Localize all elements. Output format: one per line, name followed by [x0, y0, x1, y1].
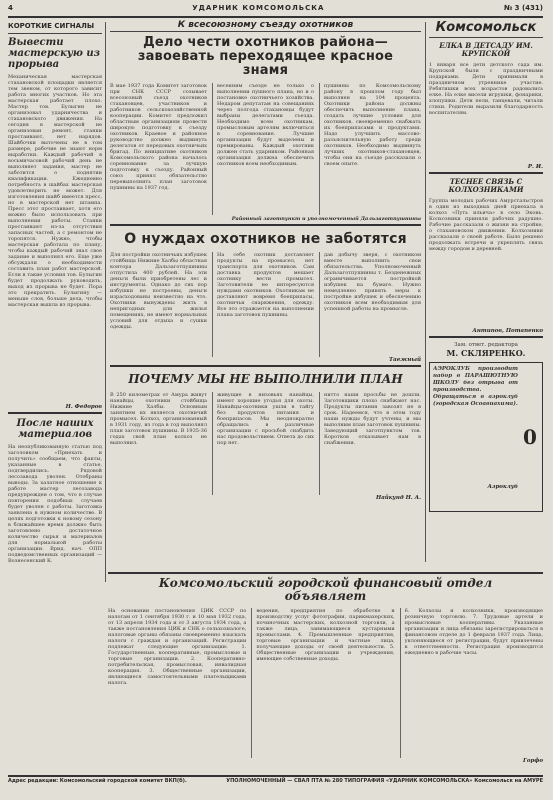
divider	[8, 412, 102, 414]
article-text: живущие в низовьях нанайцы, имеют хорошие угодья для охоты. Нанайцы-охотники ушли в тайгу без продуктов питания и боеприпасов. Мы неоднократно обращались в различные организации с просьбой снабдить нас продовольствием. Ответа до сих пор нет.	[212, 392, 314, 495]
footer-address: Адрес редакции: Комсомольский городской комитет ВКП(б).	[8, 778, 187, 784]
divider	[429, 336, 543, 338]
page-number: 4	[8, 4, 13, 12]
article-headline: ПОЧЕМУ МЫ НЕ ВЫПОЛНИЛИ ПЛАН	[128, 372, 403, 386]
divider	[110, 365, 421, 367]
article-signature: Районный заготпункт и уполномоченный Дальзаготпушнины	[231, 216, 421, 222]
divider	[429, 172, 543, 174]
article-signature: Н. Федоров	[65, 404, 102, 410]
ad-text: АЭРОКЛУБ производит набор в ПАРАШЮТНУЮ ШКОЛУ без отрыва от производства. Обращаться в аэроклуб (городская Осоавиахима).	[433, 366, 518, 407]
article-text: В мае 1937 года Комитет заготовок при СНК СССР созывает всесоюзный съезд охотников стахановцев, участников и работников сельскохозяйственной кооперации. Комитет предложил областным организациям провести широкую подготовку к съезду охотников. Краевое и районное руководство должно выдвинуть делегатов от передовых охотничьих бригад. По инициативе охотников Комсомольского района началось соревнование за лучшую подготовку к съезду. Районный союз принял обязательство перевыполнить план заготовок пушнины на 1937 год.	[110, 83, 207, 191]
article-text: дав добычу зверя, с охотником вместе выполнить свои обязательства. Уполномоченный Дальзаготпушнины т. Безденежных ограничивается постройкой избушек на бумаге. Нужно немедленно принять меры к постройке избушек и обеспечению охотников всем необходимым для успешной работы на промысле.	[319, 252, 421, 357]
short-signals-rubric: КОРОТКИЕ СИГНАЛЫ	[8, 22, 95, 30]
footer-imprint: УПОЛНОМОЧЕННЫЙ — СВАЛ ПТА № 280 ТИПОГРАФИЯ «УДАРНИК КОМСОМОЛЬСКА» Комсомольск на АМУРЕ	[226, 778, 543, 784]
divider	[8, 33, 102, 34]
announcement-text: 6. Колхозы и колхозники, производящие розничную торговлю. 7. Трудовые артели и промысловые кооперативы. Указанные организации и лица обязаны зарегистрироваться в финансовом отделе до 1 февраля 1937 года. Лица, уклоняющиеся от регистрации, будут привлечены к ответственности. Регистрация производится ежедневно в рабочие часы.	[400, 608, 543, 758]
editor-name: М. СКЛЯРЕНКО.	[446, 348, 526, 358]
article-text: весенним съезде не только о выполнении пушного плана, но и о постановке охотничьего хозяйства. Недаром депутатам на совещаниях через полгода стахановцы будут выбраны делегатами съезда. Необходимо всем охотникам, промысловым артелям включиться в соревнование. Лучшие организации будут выделены и премированы. Каждый охотник должен стать ударником. Районная организация должна обеспечить охотников всем необходимым.	[212, 83, 314, 215]
masthead	[8, 4, 543, 18]
left-column	[8, 20, 102, 600]
city-banner: Комсомольск	[429, 20, 543, 38]
finance-announcement	[108, 570, 543, 775]
article-headline: О нуждах охотников не заботятся	[124, 231, 407, 247]
issue-number: № 3 (431)	[503, 4, 543, 12]
center-column	[110, 20, 421, 565]
newspaper-title: УДАРНИК КОМСОМОЛЬСКА	[192, 4, 325, 12]
article-signature: Найкунд Н. А.	[376, 495, 421, 501]
article-text: 1 января все дети детского сада им. Крупской были с праздничными подарками. Дети принимали в праздничном утреннике участие. Ребятишки всех возрастов радовались елке. На елке висели игрушки, фонарики, хлопушки. Дети пели, танцевали, читали стихи. Родители выразили благодарность воспитателям.	[429, 62, 543, 116]
article-headline: ТЕСНЕЕ СВЯЗЬ С КОЛХОЗНИКАМИ	[448, 177, 524, 194]
article-signature: Таежный	[389, 357, 421, 363]
main-article-body	[110, 83, 421, 215]
article-text: Механическая мастерская стахановской площадки является тем звеном, от которого зависит работа многих участков. Но эта мастерская работает плохо. Мастер тов. Булыгин не организовал ударничества и стахановского движения. На сегодня в мастерской не организован ремонт, станки простаивают, нет нарядов. Шайбочки выточены не в том размере, рабочие не знают норм выработки. Каждый рабочий в восьмичасовой рабочий день не выполняет задания, мастер не заботится о поднятии квалификации. Ежедневно потребность в шайбах мастерская удовлетворить не может. Для изготовления шайб имеется пресс, но в мастерской нет штампа. Пресс этот простаивает, хотя его можно было использовать при выполнении работы. Станки простаивают из-за отсутствия запасных частей, а с ремонтом не торопятся. Нужно, чтобы мастерская работала по плану, чтобы каждый рабочий знал свое задание и выполнял его. Еще уже обсуждали о необходимости составить план работ мастерской. Если в такие условия тов. Булыгин будет продолжать руководить, выход из прорыва не будет. Пора это прекратить. Булыгину — меньше слов, больше дела, чтобы мастерская вышла из прорыва.	[8, 74, 102, 308]
article-text: пушнины по Комсомольскому району в прошлом году был выполнен на 104 процента. Охотники района должны обеспечить выполнение плана, создать лучшие условия для охотников, своевременно снабжать их боеприпасами и продуктами. Надо улучшить массово-разъяснительную работу среди охотников. Необходимо выдвинуть лучших охотников-стахановцев, чтобы они на съезде рассказали о своем опыте.	[319, 83, 421, 215]
article-headline: ЕЛКА В ДЕТСАДУ ИМ. КРУПСКОЙ	[439, 41, 533, 58]
article-text: нитто наши просьбы не дошли. Заготовщики плохо снабжают нас. Продукты питания завозят не в срок. Надеемся, что в этом году наши нужды будут учтены, и мы выполним план заготовок пушнины. Заведующий заготпунктом тов. Коротков отказывает нам в снабжении.	[319, 392, 421, 495]
announcement-body	[108, 608, 543, 758]
aeroclub-ad	[429, 362, 543, 512]
article-headline: Вывести мастерскую из прорыва	[8, 37, 100, 70]
page-body	[8, 18, 543, 788]
ad-number: 0	[523, 425, 537, 449]
main-headline: Дело чести охотников района—завоевать переходящее красное знамя	[137, 35, 394, 78]
announcement-text: На основании постановления ЦИК СССР по налогам от 1 сентября 1930 г. и 10 мая 1932 года, от 13 апреля 1934 года и от 3 августа 1934 года, а также постановления ЦИК и СНК о сельхозналоге, налоговые органы обязаны своевременно взыскать налоги с граждан и организаций. Регистрации подлежат следующие организации: 1. Государственные, кооперативные, промысловые и торговые организации. 2. Кооперативно-потребительская, промысловая, инвалидная кооперация. 3. Общественные организации, являющиеся самостоятельными плательщиками налога.	[108, 608, 247, 686]
section-rubric: К всесоюзному съезду охотников	[110, 20, 421, 32]
column-rule-left	[105, 22, 106, 582]
article-text: Для постройки охотничьих избушек стойбища Нижние Халбы областная контора Дальзаготпушнины отпустила 400 рублей. На эти деньги были приобретены лес и инструменты. Однако до сих пор избушки не построены, деньги израсходованы неизвестно на что. Охотники вынуждены жить в непригодных для жилья помещениях, не имеют нормальных условий для отдыха и сушки одежды.	[110, 252, 207, 330]
article-text: На неопубликованную статью под заголовком «Приехать и получить» сообщаем, что факты, указанные в статье, подтвердились. Рядовой лесозавода уволен. Отобраны выводы. За халатное отношение к работе мастер лесозавода предупрежден о том, что в случае повторения подобных случаев будет уволен с работы. Заготовка заявлена в нужном количестве. В целях подготовки к новому сезону в ближайшее время должно быть заготовлено достаточное количество сырья и материалов для нормальной работы организации. Врид. нач. ОПП подведомственных организаций — Вознесенский К.	[8, 444, 102, 564]
announcement-text: ведения, предприятия по обработке и производству услуг фотографии, парикмахерских, починочных мастерских, колхозной торговли, а также лица, занимающиеся кустарными промыслами. 4. Промышленные предприятия, торговые организации и частные лица, получающие доходы от своей деятельности. 5. Общественные организации и учреждения, имеющие собственные доходы.	[251, 608, 394, 758]
article-headline: После наших материалов	[16, 418, 94, 440]
page-footer	[8, 775, 543, 788]
article-text: В 250 километрах от Амура живут нанайцы, охотники стойбища Нижние Халбы. Основным занятием их является охотничий промысел. Колхоз, организованный в 1931 году, из года в год выполнял план заготовок пушнины. В 1935-36 годах свой план колхоз не выполнил.	[110, 392, 207, 446]
column-rule-right	[425, 22, 426, 562]
article-body	[110, 392, 421, 495]
announcement-headline: Комсомольский городской финансовый отдел объявляет	[158, 576, 493, 603]
divider	[108, 572, 543, 574]
article-signature: Антипов, Потапенко	[472, 328, 543, 334]
editor-label: Зам. ответ. редактора	[454, 342, 518, 348]
article-signature: Р. И.	[527, 164, 543, 170]
article-body	[110, 252, 421, 357]
article-text: Группа молодых рабочих Амурстальстроя в один из выходных дней приехала в колхоз «Путь ильича» в село Эконь. Колхозники приняли рабочих радушно. Рабочие рассказали о жизни на стройке, о стахановском движении. Колхозники рассказали о своей работе. Было решено продолжать встречи и укреплять связь между городом и деревней.	[429, 198, 543, 252]
divider	[110, 224, 421, 226]
article-text: На себе охотник доставляет продукты на промысел, нет транспорта для охотников. Сам доставка продуктов мешает охотнику вести промысел. Заготовители не интересуются нуждами охотников. Охотникам не доставляют вовремя боеприпасы, охотничьи снаряжения, одежду. Все это отражается на выполнении плана заготовок пушнины.	[212, 252, 314, 357]
ad-signature: Аэроклуб	[487, 484, 518, 490]
right-column	[429, 20, 543, 565]
announcement-signature: Горфо	[523, 758, 543, 764]
